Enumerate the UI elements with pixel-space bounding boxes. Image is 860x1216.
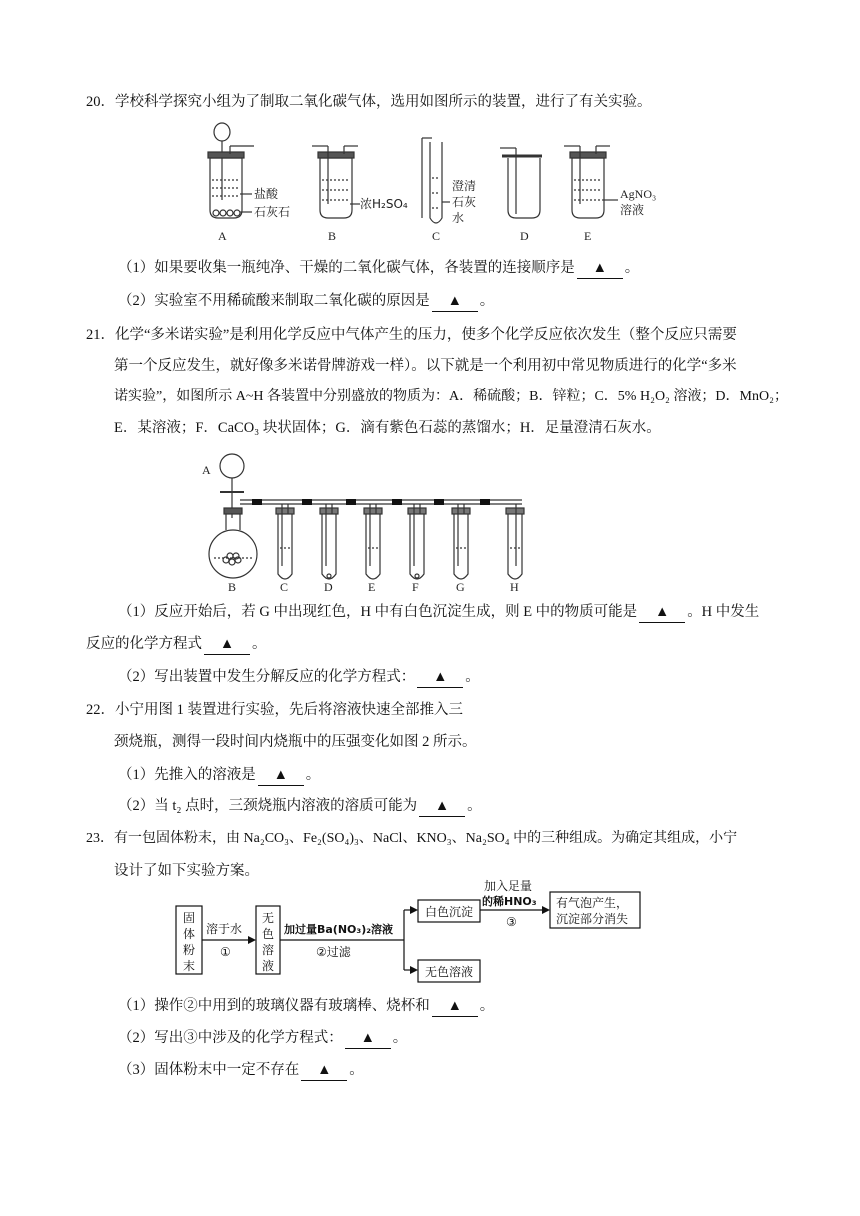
flow-step3-bottom: ③	[506, 915, 517, 929]
q21-part2	[118, 667, 480, 688]
answer-blank[interactable]: ▲	[345, 1028, 391, 1049]
q21-part1-wrap	[86, 634, 267, 655]
label-g: G	[456, 580, 465, 594]
q21-line3: 诺实验”，如图所示 A~H 各装置中分别盛放的物质为：A．稀硫酸；B．锌粒；C．5% H₂O₂ 溶液；D．MnO₂；	[114, 389, 788, 404]
q23-part3-text: （3）固体粉末中一定不存在	[118, 1062, 300, 1078]
q23-part2-text: （2）写出③中涉及的化学方程式：	[118, 1030, 343, 1046]
q21-line2: 第一个反应发生，就好像多米诺骨牌游戏一样）。以下就是一个利用初中常见物质进行的化学“多米	[114, 358, 737, 374]
answer-blank[interactable]: ▲	[301, 1060, 347, 1081]
a-reagent1-label: 盐酸	[254, 187, 279, 201]
q20-apparatus-figure	[200, 118, 660, 248]
flow-box1-char2: 体	[183, 927, 196, 941]
label-c: C	[432, 229, 441, 243]
q22-part1-text: （1）先推入的溶液是	[118, 767, 256, 783]
q21-domino-apparatus-figure	[196, 448, 536, 594]
flow-step3-top2: 的稀HNO₃	[482, 895, 537, 908]
q22-line1: 22．小宁用图 1 装置进行实验，先后将溶液快速全部推入三	[86, 702, 463, 718]
label-d: D	[324, 580, 333, 594]
q21-line4: E．某溶液；F．CaCO₃ 块状固体；G．滴有紫色石蕊的蒸馏水；H．足量澄清石灰水。	[114, 420, 661, 436]
period: 。	[624, 260, 640, 276]
q21-part1-text-cont: 。H 中发生	[687, 604, 760, 620]
answer-blank[interactable]: ▲	[432, 291, 478, 312]
flow-box2-char2: 色	[262, 927, 275, 941]
e-reagent-line2: 溶液	[620, 203, 645, 217]
flow-box1-char4: 末	[183, 959, 196, 973]
q20-stem: 20．学校科学探究小组为了制取二氧化碳气体，选用如图所示的装置，进行了有关实验。	[86, 94, 652, 110]
flow-box2-char3: 溶	[262, 943, 275, 957]
period: 。	[392, 1030, 408, 1046]
label-e: E	[368, 580, 376, 594]
answer-blank[interactable]: ▲	[639, 602, 685, 623]
flow-step1-bottom: ①	[220, 945, 231, 959]
flow-box1-char3: 粉	[183, 943, 196, 957]
flow-step2-top: 加过量Ba(NO₃)₂溶液	[284, 923, 394, 936]
answer-blank[interactable]: ▲	[204, 634, 250, 655]
q21-part1-text: （1）反应开始后，若 G 中出现红色，H 中有白色沉淀生成，则 E 中的物质可能是	[118, 604, 638, 620]
apparatus-d	[500, 148, 542, 218]
q23-line2: 设计了如下实验方案。	[114, 863, 259, 879]
e-reagent-line1: AgNO₃	[620, 187, 657, 201]
label-d: D	[520, 229, 529, 243]
label-f: F	[412, 580, 419, 594]
answer-blank[interactable]: ▲	[258, 765, 304, 786]
q23-part1-text: （1）操作②中用到的玻璃仪器有玻璃棒、烧杯和	[118, 998, 430, 1014]
label-b: B	[228, 580, 237, 594]
q20-part2-text: （2）实验室不用稀硫酸来制取二氧化碳的原因是	[118, 293, 430, 309]
flow-step3-top1: 加入足量	[484, 879, 533, 893]
period: 。	[305, 767, 321, 783]
flow-box5: 无色溶液	[425, 965, 474, 979]
q23-line1: 23．有一包固体粉末，由 Na₂CO₃、Fe₂(SO₄)₃、NaCl、KNO₃、Na₂SO₄ 中的三种组成。为确定其组成，小宁	[86, 831, 738, 846]
answer-blank[interactable]: ▲	[417, 667, 463, 688]
c-reagent-line3: 水	[452, 211, 465, 225]
q22-part2	[118, 796, 482, 817]
q20-part2	[118, 291, 494, 312]
apparatus-c	[422, 138, 450, 223]
flow-box4-line2: 沉淀部分消失	[556, 912, 629, 926]
apparatus-a	[208, 123, 254, 218]
period: 。	[479, 293, 495, 309]
q23-part3	[118, 1060, 364, 1081]
apparatus-e	[564, 146, 618, 218]
q20-part1-text: （1）如果要收集一瓶纯净、干燥的二氧化碳气体，各装置的连接顺序是	[118, 260, 575, 276]
flow-box3: 白色沉淀	[425, 905, 474, 919]
q21-part2-text: （2）写出装置中发生分解反应的化学方程式：	[118, 669, 416, 685]
answer-blank[interactable]: ▲	[419, 796, 465, 817]
flow-box1-char1: 固	[183, 911, 196, 925]
flow-step2-bottom: ②过滤	[316, 945, 351, 959]
q23-part1	[118, 996, 494, 1017]
label-b: B	[328, 229, 337, 243]
flow-box4-line1: 有气泡产生，	[556, 896, 629, 910]
flow-box2-char4: 液	[262, 959, 275, 973]
label-a: A	[218, 229, 227, 243]
b-reagent-label: 浓H₂SO₄	[360, 197, 408, 211]
q21-part1	[118, 602, 759, 623]
c-reagent-line1: 澄清	[452, 179, 477, 193]
q22-part1	[118, 765, 320, 786]
q22-line2: 颈烧瓶，测得一段时间内烧瓶中的压强变化如图 2 所示。	[114, 734, 477, 750]
q23-flowchart	[172, 878, 672, 988]
period: 。	[349, 1062, 364, 1078]
c-reagent-line2: 石灰	[452, 195, 477, 209]
q21-line1: 21．化学“多米诺实验”是利用化学反应中气体产生的压力，使多个化学反应依次发生（整个反应只需要	[86, 327, 737, 343]
q21-part1-text-wrap: 反应的化学方程式	[86, 636, 202, 652]
answer-blank[interactable]: ▲	[577, 258, 623, 279]
label-h: H	[510, 580, 519, 594]
period: 。	[479, 998, 495, 1014]
q23-part2	[118, 1028, 407, 1049]
label-a: A	[202, 463, 211, 477]
answer-blank[interactable]: ▲	[432, 996, 478, 1017]
label-c: C	[280, 580, 289, 594]
q20-part1	[118, 258, 639, 279]
period: 。	[252, 636, 267, 652]
a-reagent2-label: 石灰石	[254, 205, 291, 219]
flow-box2-char1: 无	[262, 911, 275, 925]
apparatus-b	[312, 146, 360, 218]
flow-step1-top: 溶于水	[206, 922, 243, 936]
period: 。	[465, 669, 480, 685]
label-e: E	[584, 229, 592, 243]
q22-part2-text: （2）当 t₂ 点时，三颈烧瓶内溶液的溶质可能为	[118, 798, 418, 814]
period: 。	[467, 798, 482, 814]
